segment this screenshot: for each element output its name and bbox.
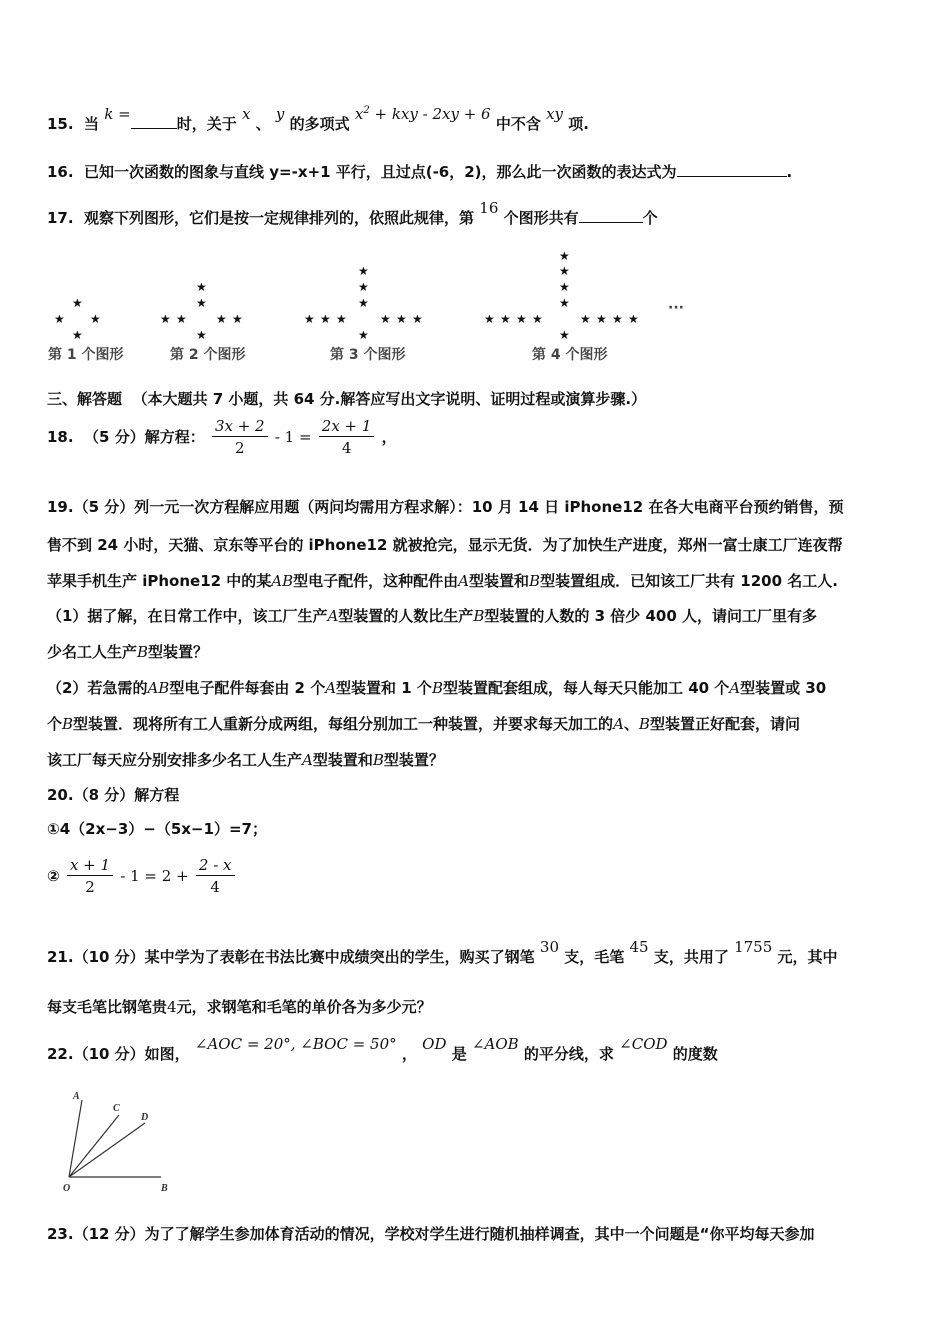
star-icon: ★ — [336, 312, 347, 326]
ray-OA — [69, 1100, 82, 1177]
point-label-D: D — [141, 1112, 149, 1123]
figure-label: 第 3 个图形 — [330, 347, 406, 363]
question-19-line: 少名工人生产B型装置？ — [47, 643, 209, 661]
point-label-O: O — [63, 1183, 71, 1194]
figure-label: 第 4 个图形 — [532, 347, 608, 363]
question-20: 20.（8 分）解方程 — [47, 786, 180, 804]
star-icon: ★ — [559, 249, 570, 263]
star-icon: ★ — [484, 312, 495, 326]
question-19-line: 19.（5 分）列一元一次方程解应用题（两问均需用方程求解）：10 月 14 日 iPhone12 在各大电商平台预约销售，预 — [47, 498, 844, 516]
question-18: 18. （5 分）解方程： $\frac{3x + 2}{2}$ - 1 = $\frac{2x + 1}{4}$ ， — [47, 417, 397, 457]
star-icon: ★ — [559, 328, 570, 342]
star-icon: ★ — [628, 312, 639, 326]
star-icon: ★ — [358, 280, 369, 294]
star-icon: ★ — [358, 264, 369, 278]
star-pattern-figures — [0, 250, 950, 365]
star-icon: ★ — [160, 312, 171, 326]
star-icon: ★ — [500, 312, 511, 326]
question-20-part-1: ①4（2x−3）−（5x−1）=7； — [47, 820, 267, 838]
fraction: $\frac{2x + 1}{4}$ — [319, 416, 375, 459]
question-16: 16. 已知一次函数的图象与直线 y=-x+1 平行，且过点(-6，2)，那么此一次函数的表达式为 . — [47, 163, 793, 181]
star-icon: ★ — [380, 312, 391, 326]
question-19-line: 个B型装置．现将所有工人重新分成两组，每组分别加工一种装置，并要求每天加工的A、B型装置正好配套，请问 — [47, 715, 800, 733]
question-19-line: 售不到 24 小时，天猫、京东等平台的 iPhone12 就被抢完，显示无货．为了加快生产进度，郑州一富士康工厂连夜帮 — [47, 536, 843, 554]
star-icon: ★ — [559, 296, 570, 310]
star-icon: ★ — [516, 312, 527, 326]
star-icon: ★ — [412, 312, 423, 326]
star-icon: ★ — [358, 328, 369, 342]
star-icon: ★ — [90, 312, 101, 326]
ray-OC — [69, 1115, 119, 1177]
star-icon: ★ — [54, 312, 65, 326]
question-19-line: 该工厂每天应分别安排多少名工人生产A型装置和B型装置？ — [47, 751, 444, 769]
point-label-C: C — [113, 1103, 120, 1114]
star-icon: ★ — [559, 280, 570, 294]
question-23: 23.（12 分）为了了解学生参加体育活动的情况，学校对学生进行随机抽样调查，其中一个问题是“你平均每天参加 — [47, 1225, 815, 1243]
figure-label: 第 1 个图形 — [48, 347, 124, 363]
star-icon: ★ — [559, 264, 570, 278]
point-label-B: B — [161, 1183, 168, 1194]
star-icon: ★ — [196, 296, 207, 310]
answer-blank[interactable] — [131, 114, 177, 129]
star-icon: ★ — [596, 312, 607, 326]
ellipsis: ··· — [668, 300, 684, 316]
star-icon: ★ — [216, 312, 227, 326]
question-19-line: （2）若急需的AB型电子配件每套由 2 个A型装置和 1 个B型装置配套组成，每人每天只能加工 40 个A型装置或 30 — [47, 679, 827, 697]
star-icon: ★ — [196, 328, 207, 342]
question-17: 17. 观察下列图形，它们是按一定规律排列的，依照此规律，第 16 个图形共有 个 — [47, 199, 658, 227]
fraction: $\frac{3x + 2}{2}$ — [212, 416, 268, 459]
answer-blank[interactable] — [677, 162, 787, 177]
star-icon: ★ — [532, 312, 543, 326]
star-icon: ★ — [72, 328, 83, 342]
question-19-line: 苹果手机生产 iPhone12 中的某AB型电子配件，这种配件由A型装置和B型装置组成．已知该工厂共有 1200 名工人. — [47, 572, 838, 590]
star-icon: ★ — [358, 296, 369, 310]
question-15: 15. 当 k =时，关于 x 、 y 的多项式 $x^2$ + kxy - 2xy + 6 中不含 xy 项. — [47, 105, 589, 133]
star-icon: ★ — [232, 312, 243, 326]
star-icon: ★ — [72, 296, 83, 310]
question-21-line-2: 每支毛笔比钢笔贵4元，求钢笔和毛笔的单价各为多少元？ — [47, 998, 432, 1016]
question-19-line: （1）据了解，在日常工作中，该工厂生产A型装置的人数比生产B型装置的人数的 3 倍少 400 人，请问工厂里有多 — [47, 607, 817, 625]
answer-blank[interactable] — [579, 208, 643, 223]
question-20-part-2: ② $\frac{x + 1}{2}$ - 1 = 2 + $\frac{2 - x}{4}$ — [47, 851, 237, 901]
star-icon: ★ — [320, 312, 331, 326]
star-icon: ★ — [196, 280, 207, 294]
star-icon: ★ — [396, 312, 407, 326]
fraction: $\frac{x + 1}{2}$ — [67, 855, 113, 898]
star-icon: ★ — [612, 312, 623, 326]
question-22: 22.（10 分）如图， ∠AOC = 20°, ∠BOC = 50° ， OD 是 ∠AOB 的平分线，求 ∠COD 的度数 — [47, 1035, 718, 1063]
ray-OD — [69, 1123, 145, 1177]
question-21: 21.（10 分）某中学为了表彰在书法比赛中成绩突出的学生，购买了钢笔 30 支，毛笔 45 支，共用了 1755 元，其中 — [47, 938, 838, 966]
star-icon: ★ — [176, 312, 187, 326]
figure-label: 第 2 个图形 — [170, 347, 246, 363]
section-heading: 三、解答题 （本大题共 7 小题，共 64 分.解答应写出文字说明、证明过程或演算步骤.） — [47, 390, 647, 408]
angle-diagram — [55, 1085, 195, 1205]
fraction: $\frac{2 - x}{4}$ — [196, 855, 235, 898]
star-icon: ★ — [580, 312, 591, 326]
point-label-A: A — [73, 1091, 80, 1102]
star-icon: ★ — [304, 312, 315, 326]
